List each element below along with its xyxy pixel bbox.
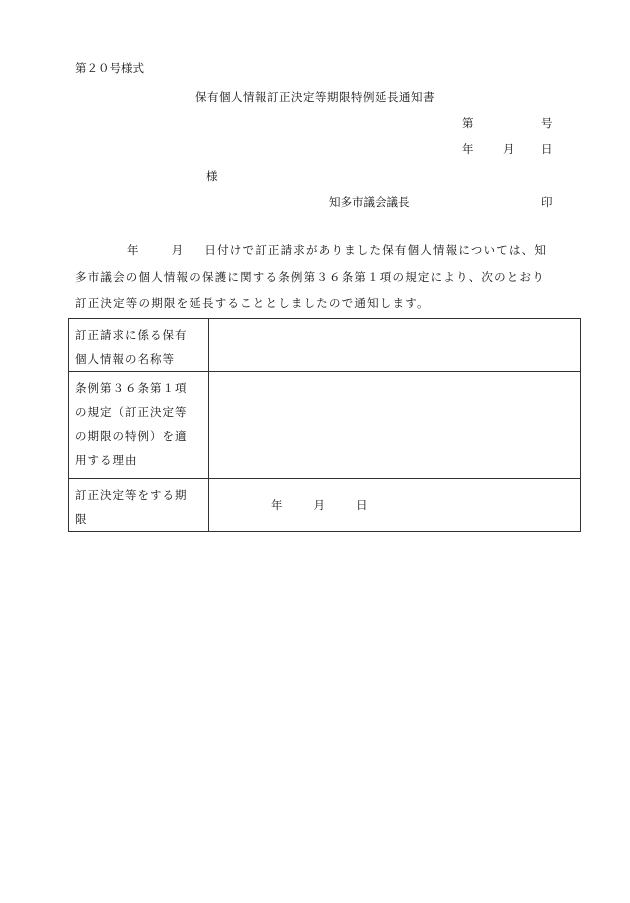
table-row — [69, 319, 581, 372]
deadline-day: 日 — [356, 498, 369, 512]
row-label-deadline: 訂正決定等をする期 限 — [69, 479, 209, 532]
seal-mark: 印 — [541, 195, 553, 209]
row-label-reason: 条例第３６条第１項 の規定（訂正決定等 の期限の特例）を適 用する理由 — [69, 372, 209, 479]
notice-line-1 — [75, 237, 580, 264]
row-value-deadline[interactable] — [209, 479, 581, 532]
table-row — [69, 479, 581, 532]
notice-table — [68, 318, 581, 532]
body-line1-rest: 日付けで訂正請求がありました保有個人情報については、知 — [204, 243, 548, 257]
issue-date-month: 月 — [503, 142, 515, 156]
row-value-reason[interactable] — [209, 372, 581, 479]
table-row — [69, 372, 581, 479]
body-month: 月 — [171, 243, 185, 257]
document-number-suffix: 号 — [541, 116, 553, 130]
document-number-prefix: 第 — [462, 116, 474, 130]
row-value-record-name[interactable] — [209, 319, 581, 372]
sender-name: 知多市議会議長 — [329, 195, 410, 209]
body-year: 年 — [127, 243, 140, 257]
issue-date-year: 年 — [462, 142, 474, 156]
form-number: 第２０号様式 — [75, 61, 144, 75]
deadline-year: 年 — [271, 498, 284, 512]
notice-body — [75, 237, 580, 317]
issue-date-day: 日 — [541, 142, 553, 156]
notice-line-3: 訂正決定等の期限を延長することとしましたので通知します。 — [75, 296, 430, 310]
addressee-suffix: 様 — [206, 169, 218, 183]
row-label-record-name: 訂正請求に係る保有 個人情報の名称等 — [69, 319, 209, 372]
document-title: 保有個人情報訂正決定等期限特例延長通知書 — [195, 90, 435, 104]
deadline-month: 月 — [313, 498, 326, 512]
notice-line-2: 多市議会の個人情報の保護に関する条例第３６条第１項の規定により、次のとおり — [75, 269, 545, 284]
